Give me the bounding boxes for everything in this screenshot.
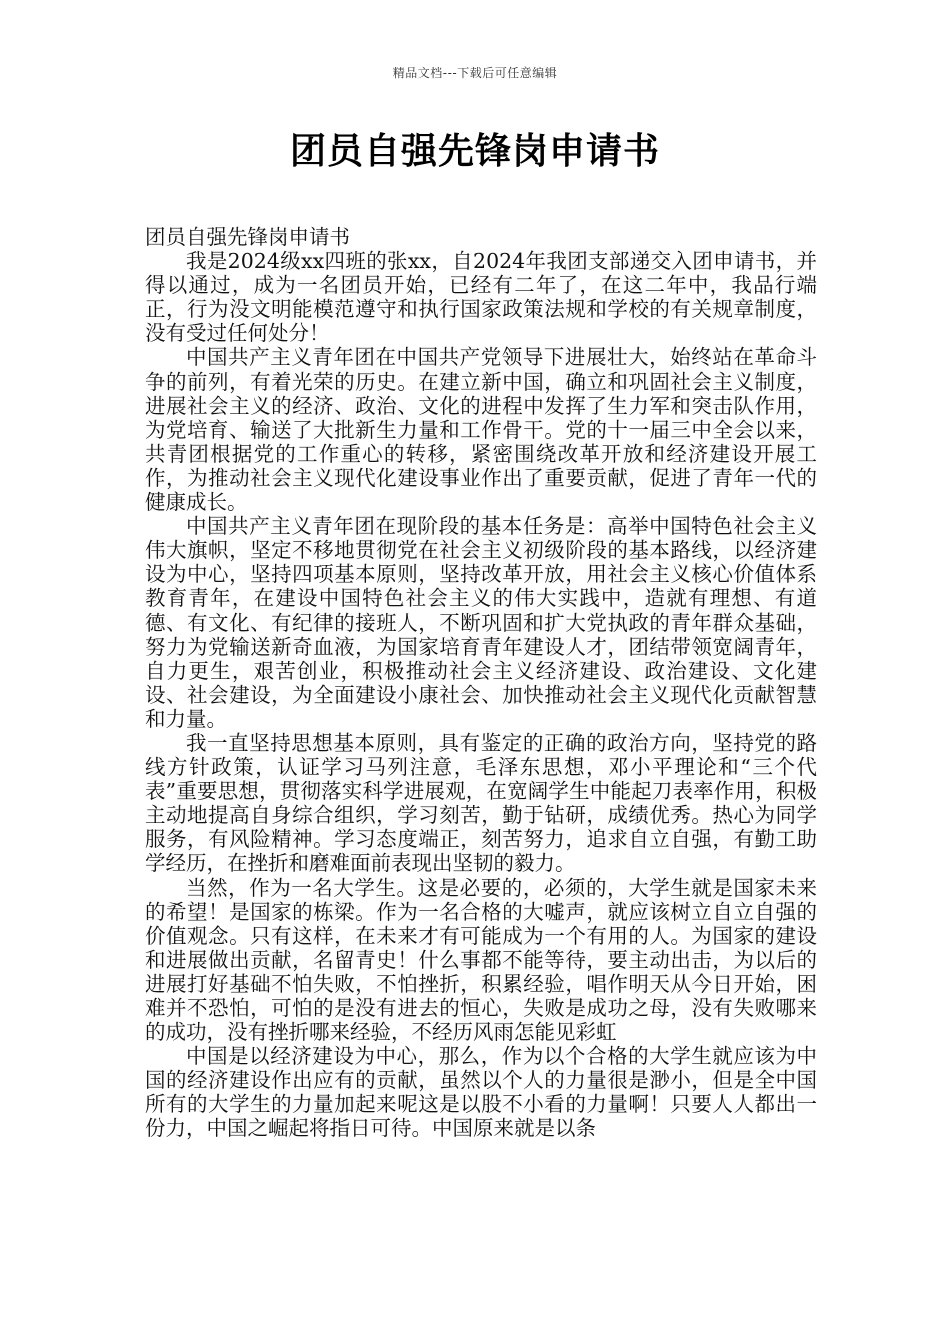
paragraph: 中国共产主义青年团在现阶段的基本任务是：高举中国特色社会主义伟大旗帜，坚定不移地贯彻党在社会主义初级阶段的基本路线，以经济建设为中心，坚持四项基本原则，坚持改革开放，用社会主义核心价值体系教育青年，在建设中国特色社会主义的伟大实践中，造就有理想、有道德、有文化、有纪律的接班人，不断巩固和扩大党执政的青年群众基础，努力为党输送新奇血液，为国家培育青年建设人才，团结带领宽阔青年，自力更生，艰苦创业，积极推动社会主义经济建设、政治建设、文化建设、社会建设，为全面建设小康社会、加快推动社会主义现代化贡献智慧和力量。	[145, 514, 817, 731]
document-title: 团员自强先锋岗申请书	[289, 131, 660, 172]
paragraph: 中国共产主义青年团在中国共产党领导下进展壮大，始终站在革命斗争的前列，有着光荣的历史。在建立新中国，确立和巩固社会主义制度，进展社会主义的经济、政治、文化的进程中发挥了生力军和突击队作用，为党培育、输送了大批新生力量和工作骨干。党的十一届三中全会以来，共青团根据党的工作重心的转移，紧密围绕改革开放和经济建设开展工作，为推动社会主义现代化建设事业作出了重要贡献，促进了青年一代的健康成长。	[145, 345, 817, 515]
paragraph: 我是2024级xx四班的张xx，自2024年我团支部递交入团申请书，并得以通过，成为一名团员开始，已经有二年了，在这二年中，我品行端正，行为没文明能模范遵守和执行国家政策法规和学校的有关规章制度，没有受过任何处分！	[145, 249, 817, 346]
document-body	[145, 225, 817, 1141]
document-subtitle: 团员自强先锋岗申请书	[145, 225, 350, 249]
paragraph: 我一直坚持思想基本原则，具有鉴定的正确的政治方向，坚持党的路线方针政策，认证学习马列注意，毛泽东思想，邓小平理论和“三个代表”重要思想，贯彻落实科学进展观，在宽阔学生中能起刀表率作用，积极主动地提高自身综合组织，学习刻苦，勤于钻研，成绩优秀。热心为同学服务，有风险精神。学习态度端正，刻苦努力，追求自立自强，有勤工助学经历，在挫折和磨难面前表现出坚韧的毅力。	[145, 730, 817, 876]
page-header-note: 精品文档---下载后可任意编辑	[392, 66, 558, 80]
paragraph: 中国是以经济建设为中心，那么，作为以个合格的大学生就应该为中国的经济建设作出应有的贡献，虽然以个人的力量很是渺小，但是全中国所有的大学生的力量加起来呢这是以股不小看的力量啊！只要人人都出一份力，中国之崛起将指日可待。中国原来就是以条	[145, 1044, 817, 1141]
paragraph: 当然，作为一名大学生。这是必要的，必须的，大学生就是国家未来的希望！是国家的栋梁。作为一名合格的大嘘声，就应该树立自立自强的价值观念。只有这样，在未来才有可能成为一个有用的人。为国家的建设和进展做出贡献，名留青史！什么事都不能等待，要主动出击，为以后的进展打好基础不怕失败，不怕挫折，积累经验，唱作明天从今日开始，困难并不恐怕，可怕的是没有进去的恒心，失败是成功之母，没有失败哪来的成功，没有挫折哪来经验，不经历风雨怎能见彩虹	[145, 875, 817, 1045]
